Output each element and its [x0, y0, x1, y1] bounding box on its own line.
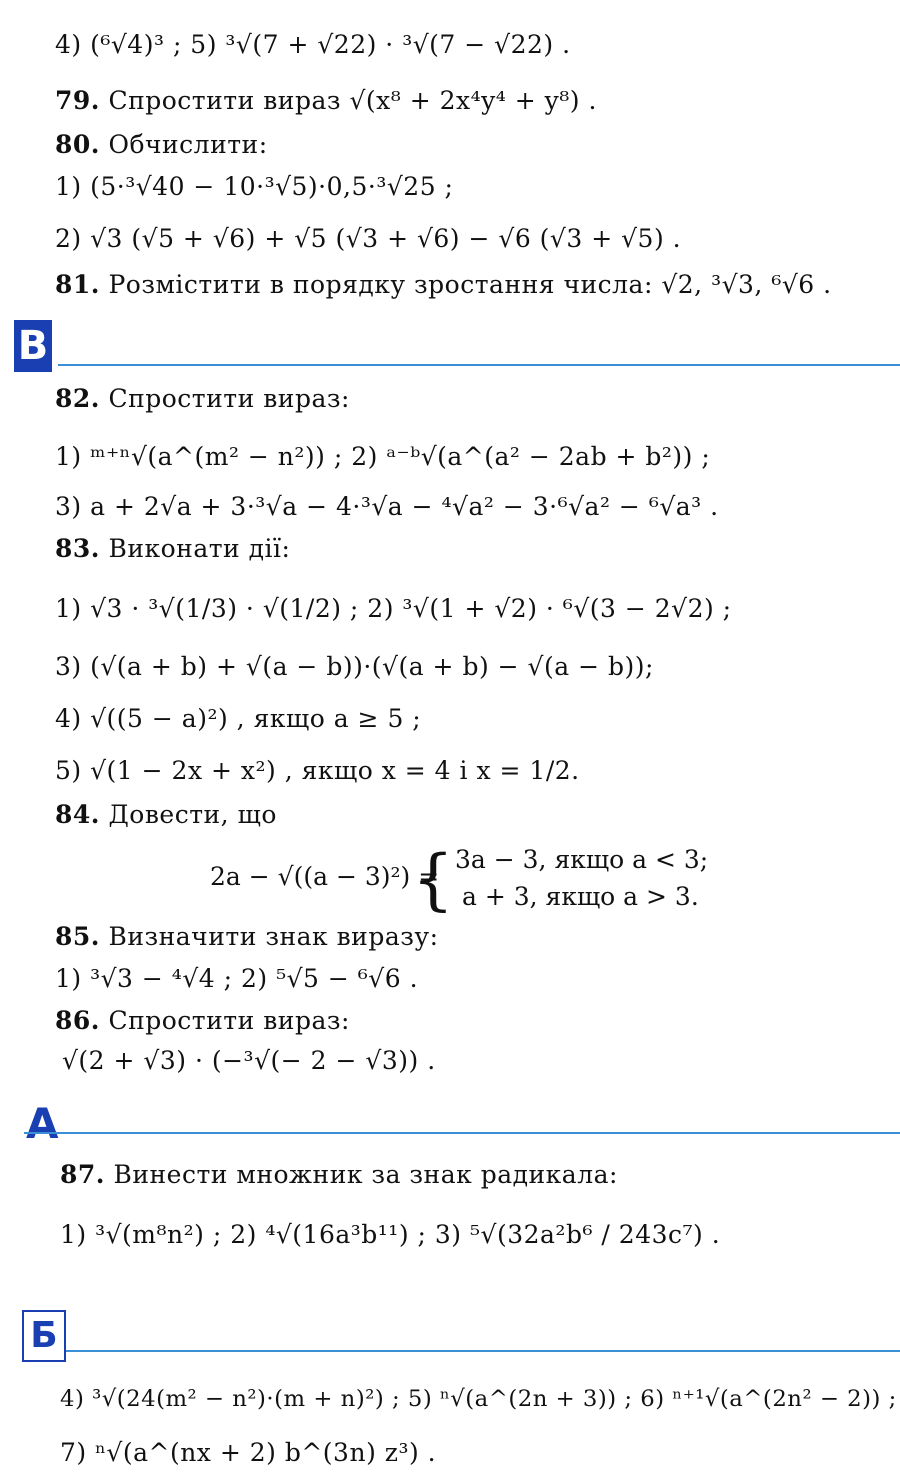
problem-87-part-4-6: 4) ³√(24(m² − n²)·(m + n)²) ; 5) ⁿ√(a^(2n + 3)) ; 6) ⁿ⁺¹√(a^(2n² − 2)) ; — [60, 1386, 897, 1412]
section-divider — [66, 1350, 900, 1352]
problem-text: Розмістити в порядку зростання числа: √2, ³√3, ⁶√6 . — [100, 270, 832, 299]
problem-83 — [55, 532, 290, 566]
problem-text: Визначити знак виразу: — [100, 922, 439, 951]
section-badge: Б — [22, 1310, 66, 1362]
problem-84 — [55, 798, 277, 832]
problem-87-part-1-3: 1) ³√(m⁸n²) ; 2) ⁴√(16a³b¹¹) ; 3) ⁵√(32a²b⁶ / 243c⁷) . — [60, 1220, 721, 1249]
problem-number: 86. — [55, 1006, 100, 1035]
problem-number: 83. — [55, 534, 100, 563]
section-badge: A — [26, 1099, 59, 1148]
section-b-header — [0, 320, 900, 380]
problem-87-part-7: 7) ⁿ√(a^(nx + 2) b^(3n) z³) . — [60, 1438, 437, 1467]
system-case-1: 3a − 3, якщо a < 3; — [455, 845, 709, 874]
problem-83-part-3: 3) (√(a + b) + √(a − b))·(√(a + b) − √(a − b)); — [55, 652, 654, 681]
problem-82-part-3: 3) a + 2√a + 3·³√a − 4·³√a − ⁴√a² − 3·⁶√a² − ⁶√a³ . — [55, 492, 719, 521]
system-brace: { — [412, 841, 454, 918]
problem-80 — [55, 128, 268, 162]
problem-text: Виконати дії: — [100, 534, 291, 563]
problem-text: Довести, що — [100, 800, 277, 829]
section-divider — [58, 364, 900, 366]
problem-number: 81. — [55, 270, 100, 299]
problem-85 — [55, 920, 439, 954]
problem-text: Винести множник за знак радикала: — [105, 1160, 618, 1189]
problem-87 — [60, 1158, 618, 1192]
problem-80-part-1: 1) (5·³√40 − 10·³√5)·0,5·³√25 ; — [55, 172, 454, 201]
problem-text: Спростити вираз √(x⁸ + 2x⁴y⁴ + y⁸) . — [100, 86, 597, 115]
problem-text: Обчислити: — [100, 130, 268, 159]
section-a-header — [0, 1098, 900, 1158]
problem-number: 87. — [60, 1160, 105, 1189]
problem-81 — [55, 268, 832, 302]
problem-86-expression: √(2 + √3) · (−³√(− 2 − √3)) . — [62, 1046, 436, 1075]
problem-number: 80. — [55, 130, 100, 159]
section-be-header — [0, 1310, 900, 1370]
problem-number: 82. — [55, 384, 100, 413]
problem-83-part-4: 4) √((5 − a)²) , якщо a ≥ 5 ; — [55, 704, 422, 733]
problem-78-continued: 4) (⁶√4)³ ; 5) ³√(7 + √22) · ³√(7 − √22) . — [55, 30, 571, 59]
problem-text: Спростити вираз: — [100, 1006, 350, 1035]
problem-79 — [55, 84, 597, 118]
problem-85-parts: 1) ³√3 − ⁴√4 ; 2) ⁵√5 − ⁶√6 . — [55, 964, 419, 993]
problem-82-part-1-2: 1) ᵐ⁺ⁿ√(a^(m² − n²)) ; 2) ᵃ⁻ᵇ√(a^(a² − 2ab + b²)) ; — [55, 442, 711, 471]
problem-number: 84. — [55, 800, 100, 829]
problem-number: 79. — [55, 86, 100, 115]
problem-number: 85. — [55, 922, 100, 951]
problem-80-part-2: 2) √3 (√5 + √6) + √5 (√3 + √6) − √6 (√3 + √5) . — [55, 224, 682, 253]
problem-text: Спростити вираз: — [100, 384, 350, 413]
problem-83-part-1-2: 1) √3 · ³√(1/3) · √(1/2) ; 2) ³√(1 + √2) · ⁶√(3 − 2√2) ; — [55, 594, 732, 623]
system-left-side: 2a − √((a − 3)²) = — [210, 862, 440, 891]
section-divider — [24, 1132, 900, 1134]
problem-82 — [55, 382, 350, 416]
section-badge: B — [14, 320, 52, 372]
problem-86 — [55, 1004, 350, 1038]
system-case-2: a + 3, якщо a > 3. — [462, 882, 699, 911]
problem-83-part-5: 5) √(1 − 2x + x²) , якщо x = 4 і x = 1/2. — [55, 756, 580, 785]
